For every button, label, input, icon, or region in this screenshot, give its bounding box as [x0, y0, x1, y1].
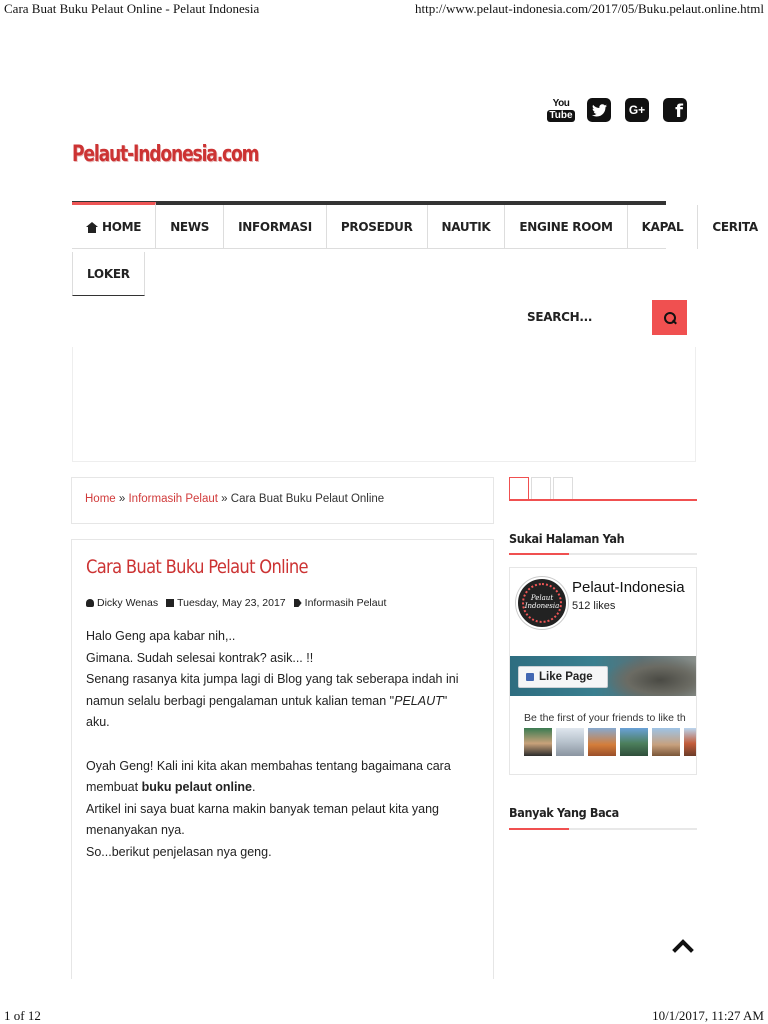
fb-page-name[interactable]: Pelaut-Indonesia [572, 579, 685, 596]
facebook-icon[interactable]: f [662, 96, 688, 124]
friend-avatar[interactable] [556, 728, 584, 756]
paragraph: Halo Geng apa kabar nih,.. [86, 629, 236, 643]
sidebar-tabs [509, 477, 697, 501]
text: " [442, 693, 448, 708]
google-plus-icon[interactable]: G+ [624, 96, 650, 124]
nav-item-loker[interactable]: LOKER [72, 252, 145, 296]
nav-item-nautik[interactable]: NAUTIK [428, 205, 506, 249]
paragraph: Oyah Geng! Kali ini kita akan membahas tentang bagaimana cara [86, 758, 451, 773]
article-date [166, 597, 286, 609]
fb-friends-text: Be the first of your friends to like th [524, 712, 686, 724]
nav-item-cerita[interactable]: CERITA [712, 220, 758, 234]
article-title: Cara Buat Buku Pelaut Online [86, 556, 308, 578]
nav-item-prosedur[interactable]: PROSEDUR [327, 205, 428, 249]
article-meta [86, 597, 386, 609]
user-icon [86, 599, 94, 607]
breadcrumb-home-link[interactable]: Home [85, 493, 116, 505]
print-page-title: Cara Buat Buku Pelaut Online - Pelaut Indonesia [4, 1, 260, 16]
search-icon [664, 312, 676, 324]
fb-likes-count: 512 likes [572, 600, 616, 612]
article-body [86, 626, 486, 864]
friend-avatar[interactable] [620, 728, 648, 756]
paragraph [86, 691, 486, 713]
heading-underline [509, 828, 697, 830]
paragraph: Gimana. Sudah selesai kontrak? asik... !! [86, 650, 314, 665]
nav-item-informasi[interactable]: INFORMASI [224, 205, 327, 249]
sidebar-heading-like: Sukai Halaman Yah [509, 531, 625, 546]
breadcrumb-current: Cara Buat Buku Pelaut Online [230, 493, 385, 505]
print-page-url: http://www.pelaut-indonesia.com/2017/05/Buku.pelaut.online.html [414, 1, 764, 16]
sidebar-tab[interactable] [531, 477, 551, 499]
nav-item-home[interactable] [72, 202, 156, 249]
strong-text: buku pelaut online [141, 780, 253, 795]
article-label[interactable] [294, 597, 387, 609]
youtube-icon-top: You [552, 97, 570, 109]
site-logo[interactable] [72, 142, 259, 180]
sidebar-tab[interactable] [509, 477, 529, 499]
nav-item-label: HOME [102, 220, 142, 234]
label-text: Informasih Pelaut [304, 597, 387, 609]
breadcrumb-separator: » [217, 493, 231, 505]
social-links [548, 96, 688, 124]
fb-friend-faces [524, 728, 697, 756]
print-page-number: 1 of 12 [4, 1008, 41, 1023]
nav-row-2 [72, 252, 666, 296]
heading-underline [509, 553, 697, 555]
youtube-icon-bottom: Tube [549, 109, 573, 121]
calendar-icon [166, 599, 174, 607]
friend-avatar[interactable] [684, 728, 697, 756]
paragraph [86, 777, 486, 799]
search-input[interactable]: SEARCH... [527, 310, 593, 324]
tag-icon [294, 599, 302, 607]
fb-cover-image [510, 656, 697, 696]
youtube-icon[interactable] [548, 96, 574, 124]
article [71, 539, 494, 979]
back-to-top-button[interactable] [672, 935, 694, 957]
nav-row [72, 205, 758, 249]
main-nav [72, 201, 758, 296]
breadcrumb-separator: » [115, 493, 129, 505]
ad-placeholder [72, 347, 696, 462]
author-name: Dicky Wenas [97, 597, 159, 609]
paragraph: Artikel ini saya buat karna makin banyak teman pelaut kita yang [86, 801, 439, 816]
home-icon [86, 222, 98, 233]
sidebar-heading-popular: Banyak Yang Baca [509, 805, 619, 820]
paragraph: Senang rasanya kita jumpa lagi di Blog yang tak seberapa indah ini [86, 672, 459, 687]
search-button[interactable] [652, 300, 687, 335]
paragraph: So...berikut penjelasan nya geng. [86, 844, 272, 859]
text: membuat [86, 780, 142, 795]
text: . [252, 780, 256, 795]
nav-item-engine-room[interactable]: ENGINE ROOM [505, 205, 627, 249]
paragraph: aku. [86, 715, 110, 730]
emphasis: PELAUT [394, 693, 443, 708]
date-text: Tuesday, May 23, 2017 [177, 597, 286, 609]
breadcrumb [71, 477, 494, 524]
fb-page-avatar[interactable] [516, 577, 568, 629]
sidebar-tab[interactable] [553, 477, 573, 499]
twitter-icon[interactable] [586, 96, 612, 124]
friend-avatar[interactable] [652, 728, 680, 756]
fb-like-page-button[interactable]: Like Page [518, 666, 608, 688]
fb-avatar-text: Pelaut Indonesia [522, 583, 562, 623]
facebook-page-widget [509, 567, 697, 775]
friend-avatar[interactable] [524, 728, 552, 756]
breadcrumb-category-link[interactable]: Informasih Pelaut [128, 493, 218, 505]
nav-item-news[interactable]: NEWS [156, 205, 224, 249]
print-datetime: 10/1/2017, 11:27 AM [652, 1008, 764, 1023]
paragraph: menanyakan nya. [86, 823, 185, 838]
article-author[interactable] [86, 597, 158, 609]
site-logo-text: Pelaut-Indonesia.com [72, 142, 259, 167]
text: namun selalu berbagi pengalaman untuk kalian teman " [86, 693, 395, 708]
chevron-up-icon [672, 935, 694, 957]
nav-item-kapal[interactable]: KAPAL [628, 205, 699, 249]
friend-avatar[interactable] [588, 728, 616, 756]
